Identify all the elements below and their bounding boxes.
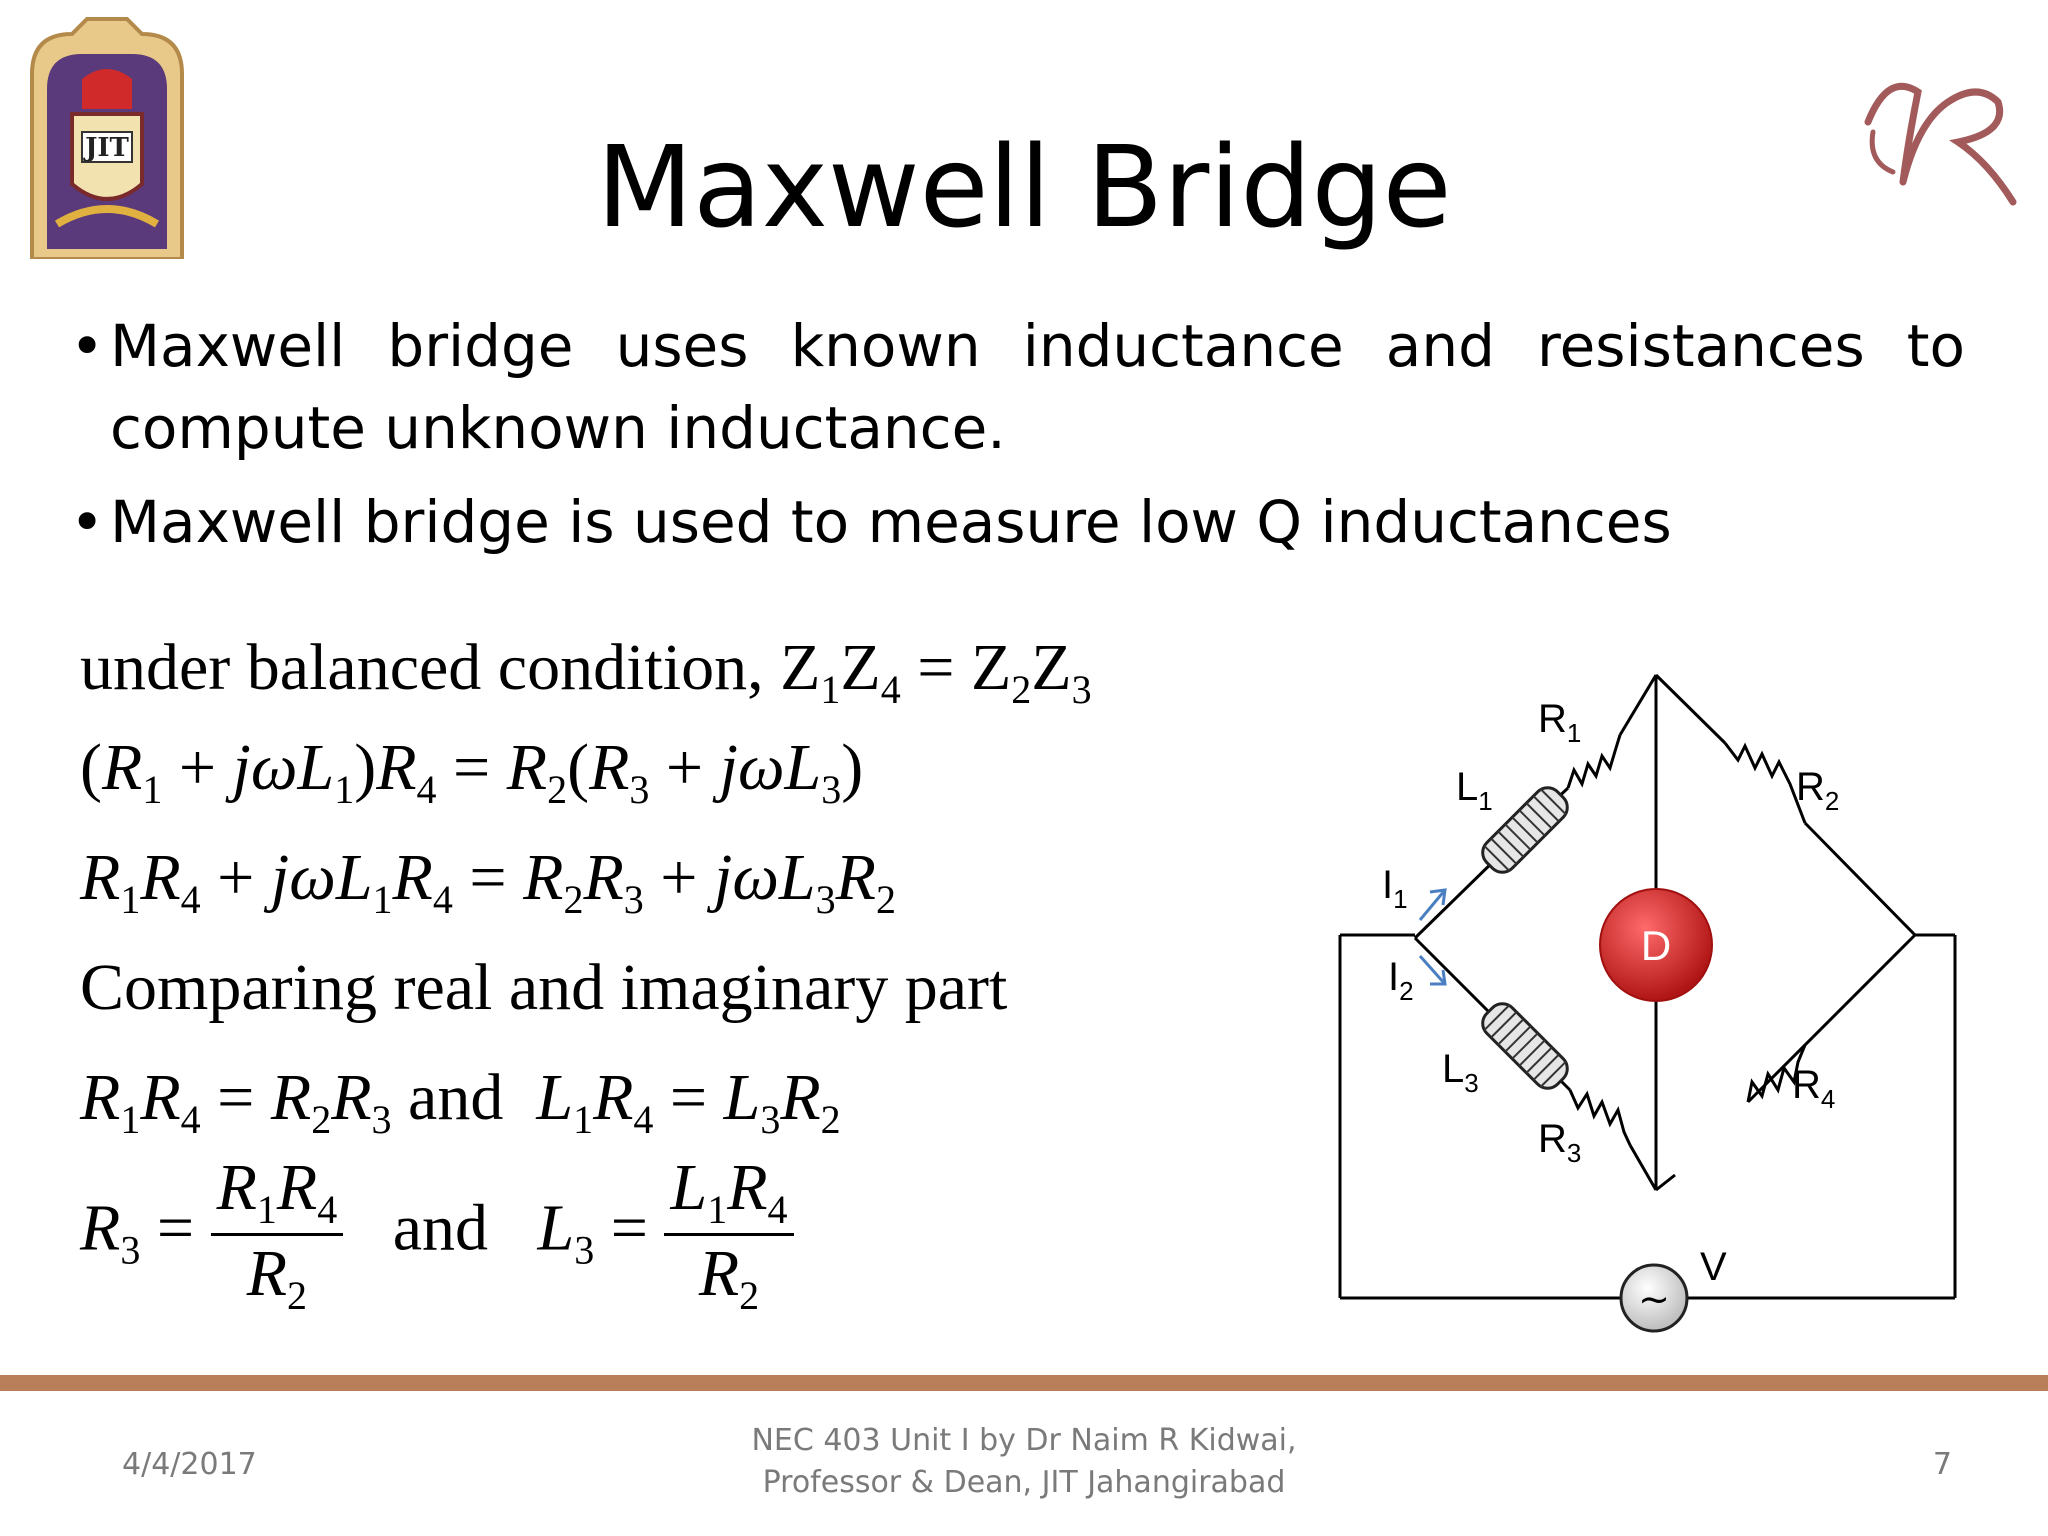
equation-result: $R_3$ = $\frac{R_1R_4}{R_2}$ and $L_3$ = $\frac{L_1R_4}{R_2}$ [80, 1150, 794, 1319]
bullet-text: Maxwell bridge uses known inductance and resistances to compute unknown inductance. [110, 312, 1965, 462]
maxwell-bridge-circuit [1300, 650, 2020, 1350]
slide-title: Maxwell Bridge [596, 123, 1452, 253]
label-i2: $I_2$ [1388, 955, 1414, 1006]
footer-credit-line2: Professor & Dean, JIT Jahangirabad [762, 1465, 1286, 1500]
equation-real-imag: $R_1R_4 = R_2R_3$ and $L_1R_4 = L_3R_2$ [80, 1061, 841, 1142]
label-r4: $R_4$ [1792, 1063, 1836, 1114]
footer-credit-line1: NEC 403 Unit I by Dr Naim R Kidwai, [751, 1423, 1297, 1458]
bullet-dot: • [70, 488, 105, 556]
bullet-dot: • [70, 312, 105, 380]
bullet-list [70, 305, 1965, 575]
equation-comparing-text: Comparing real and imaginary part [80, 951, 1008, 1024]
label-r1: $R_1$ [1538, 697, 1582, 748]
label-v: V [1700, 1245, 1727, 1289]
svg-text:~: ~ [1638, 1277, 1670, 1321]
footer-date: 4/4/2017 [122, 1447, 257, 1482]
inductor-l3 [1477, 998, 1573, 1094]
fraction-l3: $\frac{L_1R_4}{R_2}$ [664, 1150, 793, 1319]
bullet-item [70, 481, 1965, 563]
svg-text:JIT: JIT [85, 133, 129, 163]
current-arrow-i1 [1420, 890, 1445, 920]
fraction-r3: $\frac{R_1R_4}{R_2}$ [211, 1150, 344, 1319]
ac-source [1621, 1265, 1687, 1331]
label-r3: $R_3$ [1538, 1117, 1582, 1168]
footer-divider [0, 1375, 2048, 1391]
label-r2: $R_2$ [1796, 765, 1840, 816]
svg-text:D: D [1640, 922, 1672, 969]
detector-d [1600, 889, 1712, 1001]
footer-credit [0, 1420, 2048, 1504]
equation-expanded: $R_1R_4 + j\omega L_1R_4 = R_2R_3 + j\omega L_3R_2$ [80, 841, 896, 922]
equation-balance: under balanced condition, $Z_1Z_4 = Z_2Z_3$ [80, 631, 1092, 712]
bullet-item [70, 305, 1965, 469]
label-l3: $L_3$ [1442, 1047, 1479, 1098]
current-arrow-i2 [1420, 956, 1445, 984]
resistor-r3 [1570, 1090, 1630, 1145]
equation-impedance: $(R_1 + j\omega L_1)R_4 = R_2(R_3 + j\omega L_3)$ [80, 731, 864, 812]
bullet-text: Maxwell bridge is used to measure low Q inductances [110, 488, 1672, 556]
resistor-r2 [1725, 743, 1805, 823]
label-i1: $I_1$ [1382, 863, 1408, 914]
page-number: 7 [1932, 1447, 1952, 1482]
label-l1: $L_1$ [1456, 765, 1493, 816]
